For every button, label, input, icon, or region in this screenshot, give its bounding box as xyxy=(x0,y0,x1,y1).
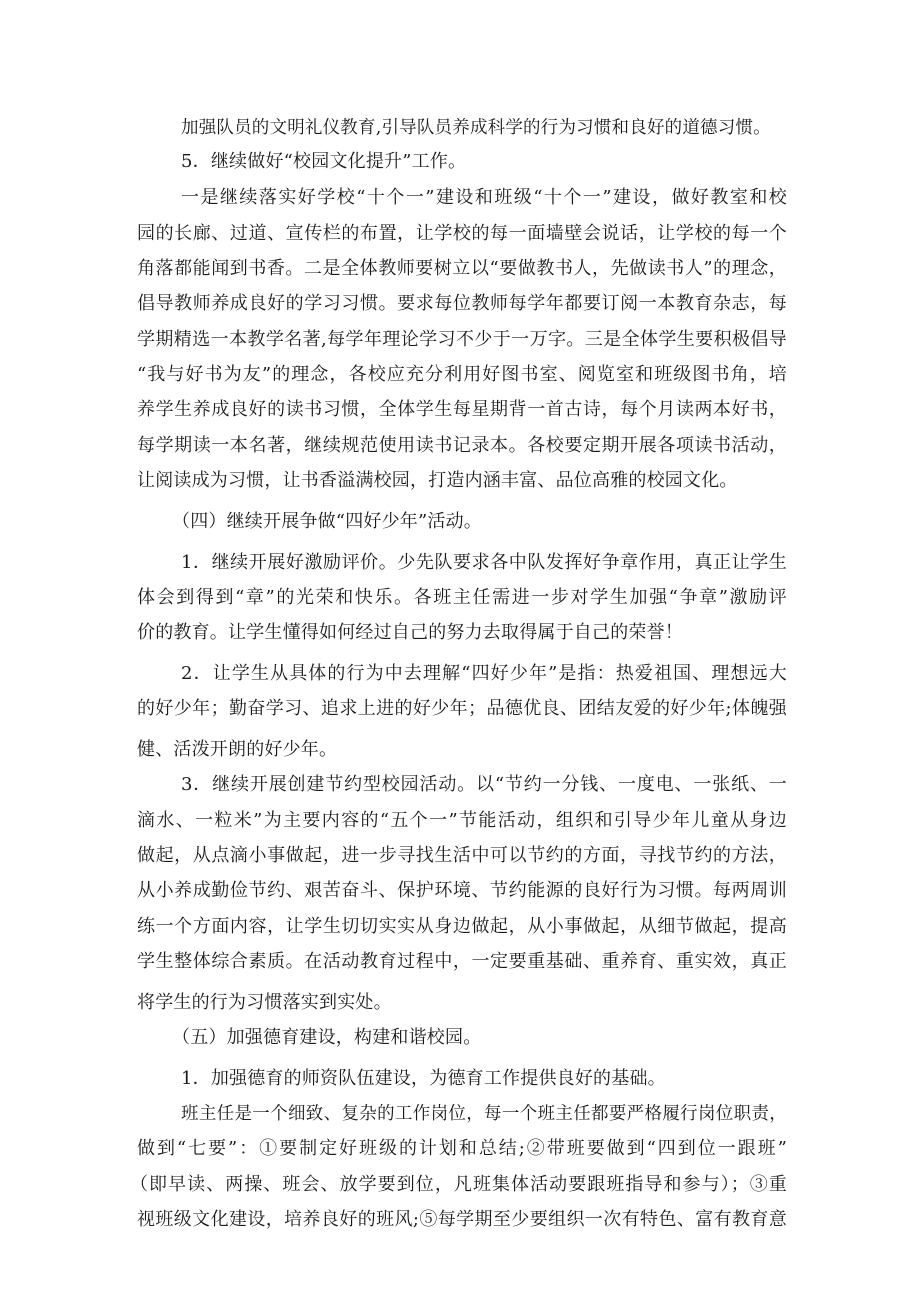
paragraph-line: 每学期读一本名著，继续规范使用读书记录本。各校要定期开展各项读书活动， xyxy=(137,435,787,456)
paragraph-line: 园的长廊、过道、宣传栏的布置，让学校的每一面墙壁会说话，让学校的每一个 xyxy=(137,223,787,244)
paragraph-line: 加强队员的文明礼仪教育,引导队员养成科学的行为习惯和良好的道德习惯。 xyxy=(181,118,771,138)
section-heading: （五）加强德育建设，构建和谐校园。 xyxy=(172,1027,482,1048)
paragraph-line: 倡导教师养成良好的学习习惯。要求每位教师每学年都要订阅一本教育杂志，每 xyxy=(137,293,787,314)
section-heading: （四）继续开展争做“四好少年”活动。 xyxy=(172,511,483,532)
paragraph-line: 2．让学生从具体的行为中去理解“四好少年”是指：热爱祖国、理想远大 xyxy=(181,663,787,684)
paragraph-line: 1．继续开展好激励评价。少先队要求各中队发挥好争章作用，真正让学生 xyxy=(181,552,787,573)
paragraph-line: （即早读、两操、班会、放学要到位，凡班集体活动要跟班指导和参与）；③重 xyxy=(130,1174,787,1195)
paragraph-line: 练一个方面内容，让学生切切实实从身边做起，从小事做起，从细节做起，提高 xyxy=(137,916,787,937)
paragraph-line: 体会到得到“章”的光荣和快乐。各班主任需进一步对学生加强“争章”激励评 xyxy=(137,587,787,608)
paragraph-line: 滴水、一粒米”为主要内容的“五个一”节能活动，组织和引导少年儿童从身边 xyxy=(137,810,787,831)
paragraph-line: 视班级文化建设，培养良好的班风;⑤每学期至少要组织一次有特色、富有教育意 xyxy=(137,1209,787,1230)
section-heading: 5．继续做好“校园文化提升”工作。 xyxy=(181,151,467,172)
paragraph-line: 的好少年；勤奋学习、追求上进的好少年；品德优良、团结友爱的好少年;体魄强 xyxy=(137,698,787,719)
paragraph-line: 将学生的行为习惯落实到实处。 xyxy=(137,992,392,1013)
paragraph-line: 养学生养成良好的读书习惯，全体学生每星期背一首古诗，每个月读两本好书， xyxy=(137,399,787,420)
paragraph-line: 价的教育。让学生懂得如何经过自己的努力去取得属于自己的荣誉！ xyxy=(137,622,683,643)
paragraph-line: 班主任是一个细致、复杂的工作岗位，每一个班主任都要严格履行岗位职责， xyxy=(181,1104,787,1124)
paragraph-line: 3．继续开展创建节约型校园活动。以“节约一分钱、一度电、一张纸、一 xyxy=(181,774,787,795)
paragraph-line: 角落都能闻到书香。二是全体教师要树立以“要做教书人，先做读书人”的理念， xyxy=(137,258,787,279)
paragraph-line: 健、活泼开朗的好少年。 xyxy=(137,739,338,760)
paragraph-line: 一是继续落实好学校“十个一”建设和班级“十个一”建设，做好教室和校 xyxy=(181,187,787,208)
paragraph-line: 让阅读成为习惯，让书香溢满校园，打造内涵丰富、品位高雅的校园文化。 xyxy=(137,470,738,491)
paragraph-line: 学生整体综合素质。在活动教育过程中，一定要重基础、重养育、重实效，真正 xyxy=(137,951,787,972)
section-heading: 1．加强德育的师资队伍建设，为德育工作提供良好的基础。 xyxy=(181,1068,666,1089)
paragraph-line: “我与好书为友”的理念，各校应充分利用好图书室、阅览室和班级图书角，培 xyxy=(137,364,787,385)
paragraph-line: 做起，从点滴小事做起，进一步寻找生活中可以节约的方面，寻找节约的方法， xyxy=(137,845,787,866)
paragraph-line: 从小养成勤俭节约、艰苦奋斗、保护环境、节约能源的良好行为习惯。每两周训 xyxy=(137,880,787,901)
paragraph-line: 学期精选一本教学名著,每学年理论学习不少于一万字。三是全体学生要积极倡导 xyxy=(137,329,787,350)
paragraph-line: 做到“七要”：①要制定好班级的计划和总结;②带班要做到“四到位一跟班” xyxy=(137,1138,787,1159)
